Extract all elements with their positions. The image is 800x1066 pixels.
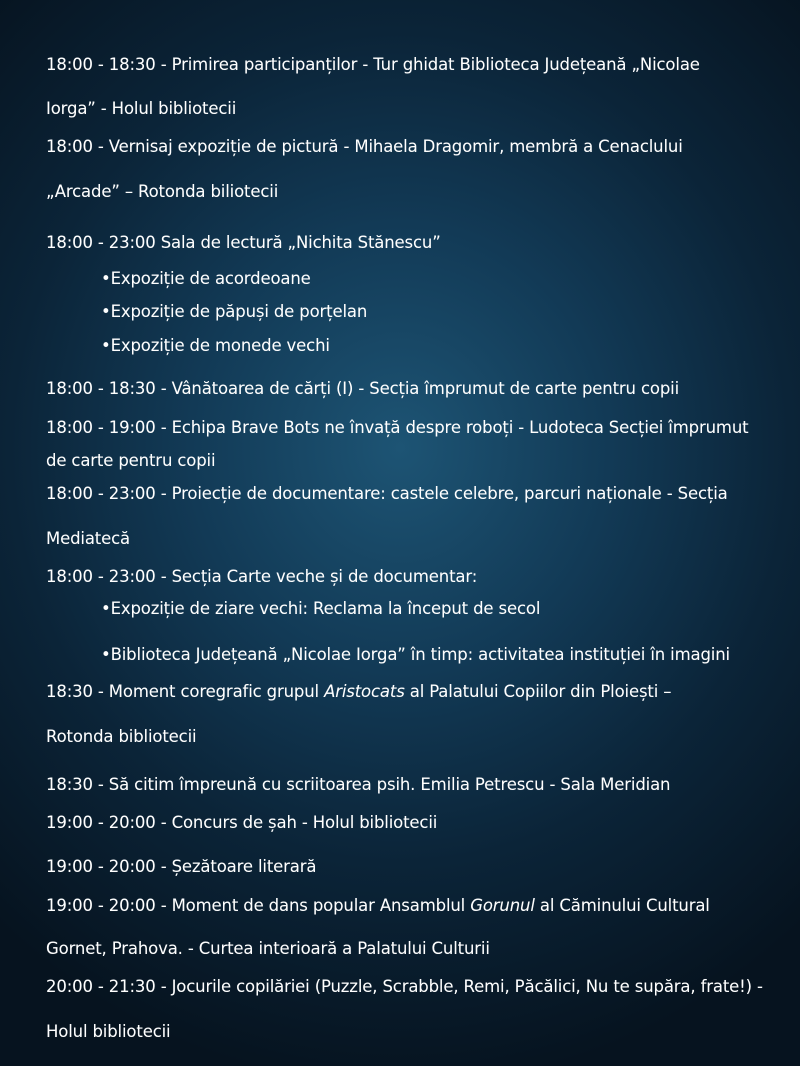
line-text: al Palatului Copiilor din Ploiești – [404, 682, 672, 701]
schedule-line: 18:00 - 19:00 - Echipa Brave Bots ne învață despre roboți - Ludoteca Secției împrumut [46, 418, 749, 437]
bullet-item: •Expoziție de ziare vechi: Reclama la început de secol [101, 599, 541, 618]
schedule-line: 19:00 - 20:00 - Concurs de șah - Holul bibliotecii [46, 813, 438, 832]
schedule-line: de carte pentru copii [46, 451, 216, 470]
line-text: al Căminului Cultural [534, 896, 710, 915]
schedule-line: „Arcade” – Rotonda biliotecii [46, 182, 279, 201]
schedule-line [46, 896, 710, 916]
schedule-line: 18:30 - Să citim împreună cu scriitoarea psih. Emilia Petrescu - Sala Meridian [46, 775, 671, 794]
line-text: 19:00 - 20:00 - Moment de dans popular Ansamblul [46, 896, 471, 915]
ensemble-name: Gorunul [470, 896, 535, 915]
schedule-line: 18:00 - 18:30 - Vânătoarea de cărți (I) - Secția împrumut de carte pentru copii [46, 379, 680, 398]
schedule-line: 18:00 - 18:30 - Primirea participanților - Tur ghidat Biblioteca Județeană „Nicolae [46, 55, 700, 74]
bullet-item: •Expoziție de păpuși de porțelan [101, 302, 368, 321]
group-name: Aristocats [324, 682, 405, 701]
schedule-line: 18:00 - Vernisaj expoziție de pictură - Mihaela Dragomir, membră a Cenaclului [46, 137, 683, 156]
schedule-line: 20:00 - 21:30 - Jocurile copilăriei (Puzzle, Scrabble, Remi, Păcălici, Nu te supăra, frate!) - [46, 977, 763, 996]
schedule-line: 19:00 - 20:00 - Șezătoare literară [46, 857, 317, 876]
schedule-line: Gornet, Prahova. - Curtea interioară a Palatului Culturii [46, 939, 490, 958]
bullet-item: •Expoziție de monede vechi [101, 336, 330, 355]
schedule-line [46, 682, 671, 702]
bullet-item: •Expoziție de acordeoane [101, 269, 311, 288]
schedule-line: 18:00 - 23:00 Sala de lectură „Nichita Stănescu” [46, 233, 441, 252]
line-text: 18:30 - Moment coregrafic grupul [46, 682, 325, 701]
schedule-line: Holul bibliotecii [46, 1022, 171, 1041]
schedule-line: Iorga” - Holul bibliotecii [46, 99, 237, 118]
schedule-line: Mediatecă [46, 529, 131, 548]
bullet-item: •Biblioteca Județeană „Nicolae Iorga” în timp: activitatea instituției în imagini [101, 645, 730, 664]
schedule-line: 18:00 - 23:00 - Proiecție de documentare: castele celebre, parcuri naționale - Secția [46, 484, 728, 503]
schedule-line: 18:00 - 23:00 - Secția Carte veche și de documentar: [46, 567, 478, 586]
schedule-line: Rotonda bibliotecii [46, 727, 197, 746]
